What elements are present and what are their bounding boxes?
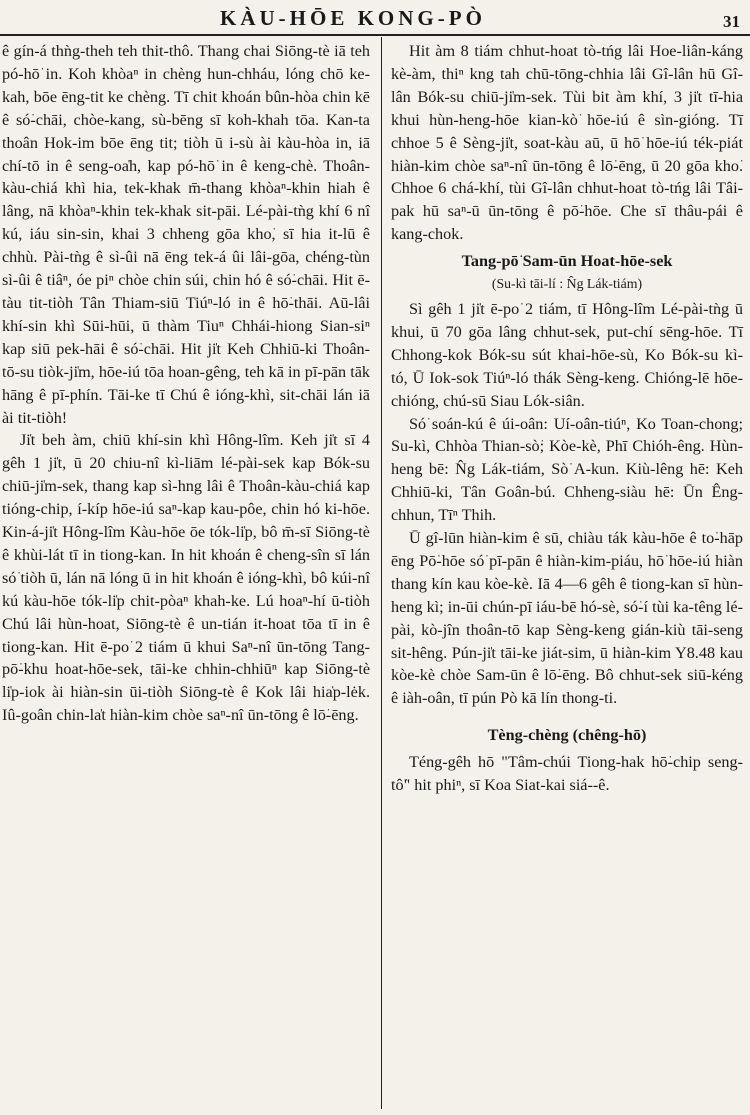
right-column bbox=[391, 40, 743, 797]
left-column bbox=[2, 40, 370, 727]
column-divider bbox=[381, 37, 382, 1109]
section-subtitle-sam-un: (Su-kì tāi-lí : N̂g Lák-tiám) bbox=[491, 276, 643, 292]
sam-un-paragraph-1: Sì gêh 1 ji̍t ē-po͘ 2 tiám, tī Hông-lîm Lé-pài-tǹg ū khui, ū 70 gōa lâng chhut-sek, put-chí sēng-hōe. Tī Chhong-kok Bók-su sút khai-hōe-sù, Ko Bók-su kì-tó, Ū Iok-sok Tiúⁿ-ló thák Sèng-keng. Chióng-lē hōe-chióng, chú-sū Siau Lók-siân. bbox=[391, 299, 743, 410]
teng-cheng-paragraph-1: Téng-gêh hō "Tâm-chúi Tiong-hak hō͘-chip seng-tô͘" hit phiⁿ, sī Koa Siat-kai siá--ê. bbox=[391, 753, 743, 795]
page-number: 31 bbox=[723, 12, 740, 31]
right-paragraph-1: Hit àm 8 tiám chhut-hoat tò-tńg lâi Hoe-liân-káng kè-àm, thiⁿ kng tah chū-tōng-chhia lâi Gî-lân hū Gî-lân Bók-su chiū-ji̍m-sek. Tùi bit àm khí, 3 ji̍t tī-hia khui hùn-heng-hōe kian-kò͘ hōe-iú ê sìn-gióng. Tī chhoe 5 ê Sèng-ji̍t, soat-kàu aū, ū hō͘ hōe-iú ték-piát hiàn-kim chòe saⁿ-nî ūn-tōng ê lō͘-ēng, ū 20 gōa kho͘. Chhoe 6 chá-khí, tùi Gî-lân chhut-hoat tò-tńg lâi Tâi-pak hū saⁿ-ū ūn-tōng ê pō͘-hōe. Che sī thâu-pái ê kang-chok. bbox=[391, 42, 743, 244]
header-rule bbox=[0, 34, 750, 36]
left-paragraph-1: ê gín-á thǹg-theh teh thit-thô. Thang chai Siōng-tè iā teh pó-hō͘ in. Koh khòaⁿ in chèng hun-chháu, lóng chō ke-kah, bōe ēng-tit ke chèng. Tī chit khoán bûn-hòa chin kē ê só͘-chāi, chòe-kang, sù-bēng sī koh-khah tōa. Kan-ta thoân Hok-im bōe ēng tit; tiòh ū i-sù ài kàu-hòa in, iā chí-tō in ê seng-oa̍h, kap pó-hō͘ in ê keng-chè. Thoân-kàu-chiá khì hia, tek-khak m̄-thang khòaⁿ-khin hiah ê lâng, nā khòaⁿ-khin tek-khak sit-pāi. Lé-pài-tǹg khí 6 nî kú, iáu sin-sin, khai 3 chheng gōa kho͘, sī hia it-lū ê chhù. Pài-tǹg ê sì-ûi nā ēng tek-á ûi lâi-gōa, chéng-tùn sì-ûi ê tiâⁿ, óe piⁿ chòe chin súi, chin hó ê só͘-chāi. Hit ē-tàu tit-tiòh Tân Thiam-siū Tiúⁿ-ló in ê hō͘-thāi. Aū-lâi khí-sin khì Sūi-hūi, ū thàm Tiuⁿ Chhái-hiong Sian-siⁿ kap siū pek-hāi ê só͘-chāi. Hit ji̍t Keh Chhiū-ki Thoân-tō-su tiòk-ji̍m, hōe-iú tōa hoan-gêng, teh kā in pī-pān tāk hāng ê pī-phín. Tāi-ke tī Chú ê ióng-khì, sit-chāi lán iā ài tit-tiòh! bbox=[2, 42, 370, 427]
running-title: KÀU-HŌE KONG-PÒ bbox=[220, 6, 486, 30]
left-paragraph-2: Ji̍t beh àm, chiū khí-sin khì Hông-lîm. Keh ji̍t sī 4 gêh 1 ji̍t, ū 20 chiu-nî kì-liām lé-pài-sek kap Bók-su chiū-ji̍m-sek, thang kap sì-hng lâi ê Thoân-kàu-chiá kap tióng-chip, í-kíp hōe-iú saⁿ-kap kau-pôe, chin hó ki-hōe. Kin-á-ji̍t Hông-lîm Kàu-hōe ōe tók-li̍p, bô m̄-sī Siōng-tè ê khùi-lát tī in tiong-kan. In hit khoán ê cheng-sîn sī lán só͘ tiòh ū, lán nā lóng ū in hit khoán ê ióng-khì, bô kúi-nî kú kàu-hōe tók-li̍p chit-pòaⁿ khah-ke. Lú hoaⁿ-hí ū-tiòh Chú lâi hùn-hoat, Siōng-tè ê un-tián it-hoat tōa tī in ê tiong-kan. Hit ē-po͘ 2 tiám ū khui Saⁿ-nî ūn-tōng Tang-pō͘-khu hoat-hōe-sek, tāi-ke chhin-chhiūⁿ kap Siōng-tè li̍p-iok ài hiàn-sin ūi-tiòh Siōng-tè ê Kok lâi hia̍p-lėk. Iû-goân chin-la̍t hiàn-kim chòe saⁿ-nî ūn-tōng ê lō͘-ēng. bbox=[2, 431, 370, 725]
page-header bbox=[0, 0, 750, 36]
section-title-sam-un: Tang-pō͘ Sam-ūn Hoat-hōe-sek bbox=[461, 252, 673, 271]
sam-un-paragraph-2: Só͘ soán-kú ê úi-oân: Uí-oân-tiúⁿ, Ko Toan-chong; Su-kì, Chhòa Thian-sò͘; Kòe-kè, Phī Chióh-êng. Hùn-heng bē: N̂g Lák-tiám, Sò͘ A-kun. Kiù-lêng hē: Keh Chhiū-ki, Tân Goân-bú. Chheng-siàu hē: Ūn Êng-chhun, Tīⁿ Thih. bbox=[391, 414, 743, 525]
sam-un-paragraph-3: Ū gî-lūn hiàn-kim ê sū, chiàu ták kàu-hōe ê to͘-hāp ēng Pō͘-hōe só͘ pī-pān ê hiàn-kim-piáu, hō͘ hōe-iú hiàn thang kín kau kòe-kè. Iā 4—6 gêh ê tiong-kan sī hùn-heng kì; in-ūi chún-pī iáu-bē hó-sè, só͘-í tùi ka-têng lé-pài, kò-jîn thoân-tō kap Sèng-keng gián-kiù tāi-seng sit-hêng. Pún-ji̍t tāi-ke jiát-sim, ū hiàn-kim Y8.48 kau kòe-kè chòe Sam-ūn ê lō͘-ēng. Bô chhut-sek siū-kéng ê iàh-oân, tī pún Pò kā lín thong-ti. bbox=[391, 529, 743, 708]
section-title-teng-cheng: Tèng-chèng (chêng-hō) bbox=[487, 726, 647, 745]
